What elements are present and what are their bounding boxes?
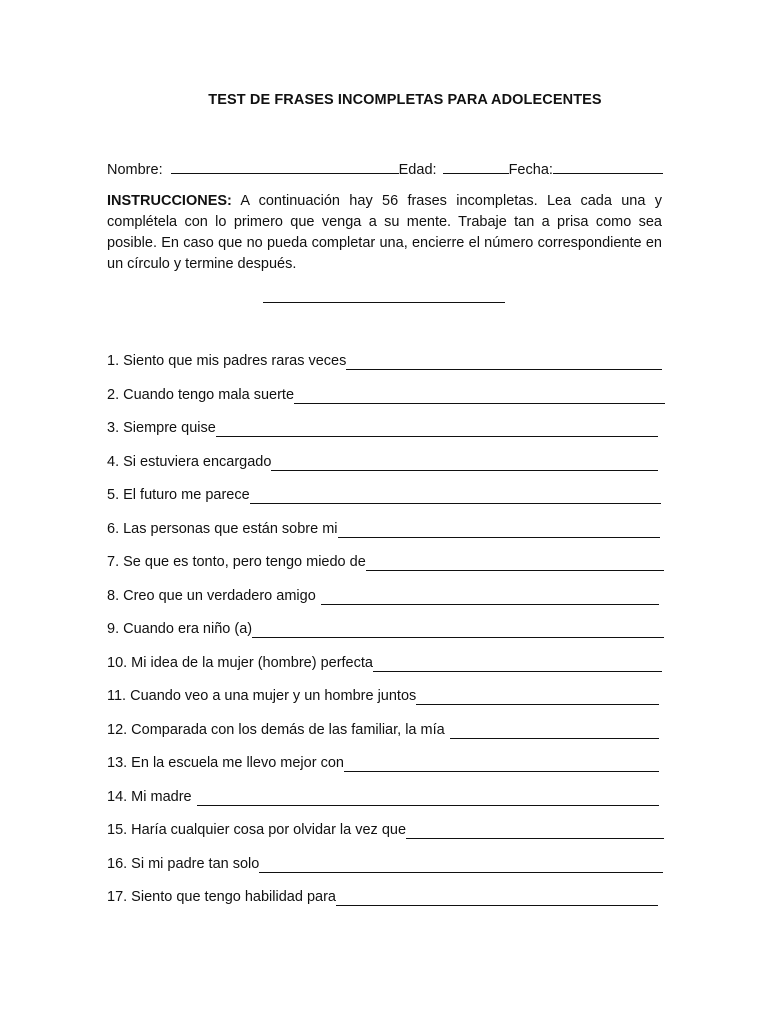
date-label: Fecha: bbox=[508, 162, 553, 178]
sentence-prompt: 11. Cuando veo a una mujer y un hombre juntos bbox=[107, 688, 417, 704]
sentence-item bbox=[107, 588, 659, 622]
sentence-item bbox=[107, 487, 661, 521]
sentence-item bbox=[107, 789, 659, 823]
sentence-item bbox=[107, 755, 659, 789]
sentence-prompt: 5. El futuro me parece bbox=[107, 487, 250, 503]
answer-line[interactable] bbox=[346, 353, 662, 370]
signature-line bbox=[263, 302, 505, 303]
sentence-prompt: 2. Cuando tengo mala suerte bbox=[107, 386, 295, 403]
answer-line[interactable] bbox=[366, 554, 664, 571]
sentence-prompt: 9. Cuando era niño (a) bbox=[107, 621, 253, 637]
name-label: Nombre: bbox=[107, 162, 163, 178]
sentence-item bbox=[107, 822, 664, 856]
sentence-item bbox=[107, 856, 663, 890]
sentence-item bbox=[107, 521, 660, 555]
name-field[interactable] bbox=[171, 159, 399, 174]
sentence-prompt: 10. Mi idea de la mujer (hombre) perfecta bbox=[107, 654, 373, 671]
age-label: Edad: bbox=[398, 162, 437, 178]
sentence-item bbox=[107, 454, 658, 488]
sentence-prompt: 13. En la escuela me llevo mejor con bbox=[107, 755, 344, 771]
answer-line[interactable] bbox=[259, 856, 663, 873]
sentence-item bbox=[107, 420, 658, 454]
sentence-prompt: 12. Comparada con los demás de las familiar, la mía bbox=[107, 721, 445, 738]
answer-line[interactable] bbox=[416, 688, 659, 705]
answer-line[interactable] bbox=[373, 655, 662, 672]
sentence-prompt: 15. Haría cualquier cosa por olvidar la vez que bbox=[107, 822, 407, 838]
sentence-prompt: 16. Si mi padre tan solo bbox=[107, 855, 260, 872]
sentence-list bbox=[107, 353, 667, 923]
answer-line[interactable] bbox=[216, 420, 658, 437]
student-info-line bbox=[107, 159, 667, 178]
sentence-item bbox=[107, 688, 659, 722]
sentence-prompt: 6. Las personas que están sobre mi bbox=[107, 520, 338, 537]
sentence-prompt: 8. Creo que un verdadero amigo bbox=[107, 587, 316, 604]
instructions bbox=[107, 191, 662, 275]
page-title: TEST DE FRASES INCOMPLETAS PARA ADOLECENTES bbox=[208, 92, 602, 108]
sentence-prompt: 4. Si estuviera encargado bbox=[107, 453, 272, 470]
answer-line[interactable] bbox=[271, 454, 658, 471]
answer-line[interactable] bbox=[344, 755, 659, 772]
sentence-item bbox=[107, 655, 662, 689]
sentence-prompt: 7. Se que es tonto, pero tengo miedo de bbox=[107, 554, 366, 570]
sentence-item bbox=[107, 621, 664, 655]
sentence-item bbox=[107, 722, 659, 756]
sentence-item bbox=[107, 387, 665, 421]
sentence-item bbox=[107, 554, 664, 588]
sentence-item bbox=[107, 353, 662, 387]
answer-line[interactable] bbox=[406, 822, 664, 839]
sentence-prompt: 3. Siempre quise bbox=[107, 420, 216, 436]
instructions-body: A continuación hay 56 frases incompletas. Lea cada una y complétela con lo primero que venga a su mente. Trabaje tan a prisa como sea posible. En caso que no pueda completar una, encierre el número correspondiente en un círculo y termine después. bbox=[107, 193, 662, 272]
answer-line[interactable] bbox=[294, 387, 665, 404]
date-field[interactable] bbox=[553, 159, 663, 174]
answer-line[interactable] bbox=[338, 521, 660, 538]
answer-line[interactable] bbox=[450, 722, 659, 739]
answer-line[interactable] bbox=[250, 487, 661, 504]
answer-line[interactable] bbox=[321, 588, 659, 605]
answer-line[interactable] bbox=[197, 789, 659, 806]
answer-line[interactable] bbox=[252, 621, 664, 638]
instructions-heading: INSTRUCCIONES: bbox=[107, 193, 232, 209]
answer-line[interactable] bbox=[336, 889, 658, 906]
age-field[interactable] bbox=[443, 159, 509, 174]
sentence-prompt: 17. Siento que tengo habilidad para bbox=[107, 889, 336, 905]
sentence-prompt: 14. Mi madre bbox=[107, 788, 192, 805]
sentence-prompt: 1. Siento que mis padres raras veces bbox=[107, 353, 347, 369]
sentence-item bbox=[107, 889, 658, 923]
